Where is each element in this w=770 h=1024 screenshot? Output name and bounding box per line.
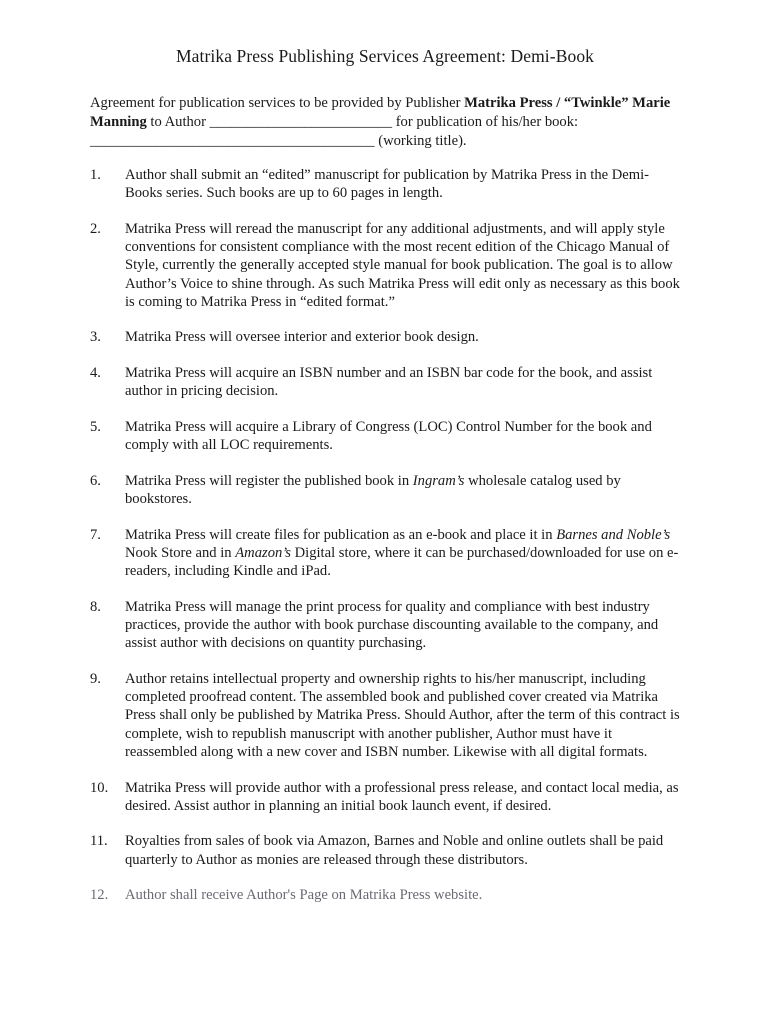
term-number: 9.	[90, 671, 101, 688]
term-item-4	[0, 364, 770, 400]
term-number: 12.	[90, 887, 109, 904]
term-text: Author shall submit an “edited” manuscript for publication by Matrika Press in the Demi-Books series. Such books are up to 60 pages in length.	[125, 167, 650, 202]
term-number: 6.	[90, 472, 101, 489]
term-item-11	[0, 832, 770, 868]
term-text: Matrika Press will manage the print process for quality and compliance with best industry practices, provide the author with book purchase discounting available to the company, and assist author with decisions on quantity purchasing.	[125, 598, 659, 652]
term-text	[125, 472, 685, 508]
term-text: Royalties from sales of book via Amazon, Barnes and Noble and online outlets shall be paid quarterly to Author as monies are released through these distributors.	[125, 833, 664, 868]
term-number: 8.	[90, 598, 101, 615]
term-text-part: Matrika Press will register the published book in	[125, 472, 413, 489]
working-title-text: (working title).	[374, 133, 467, 149]
intro-to-author-text: to Author	[146, 114, 210, 130]
intro-publication-text: for publication of his/her book:	[392, 114, 579, 130]
term-number: 11.	[90, 833, 108, 850]
ingrams-catalog-name: Ingram’s	[412, 472, 465, 489]
terms-list	[0, 166, 770, 922]
book-title-blank: _______________________________________	[90, 133, 375, 149]
term-item-9	[0, 670, 770, 761]
agreement-intro	[90, 94, 680, 151]
publisher-name: Matrika Press / “Twinkle” Marie Manning	[90, 95, 671, 130]
term-text: Matrika Press will acquire a Library of Congress (LOC) Control Number for the book and comply with all LOC requirements.	[125, 419, 652, 454]
term-text: Matrika Press will provide author with a professional press release, and contact local media, as desired. Assist author in planning an initial book launch event, if desired.	[125, 779, 679, 814]
document-title: Matrika Press Publishing Services Agreement: Demi-Book	[175, 46, 595, 66]
term-text	[125, 526, 685, 581]
term-number: 4.	[90, 365, 101, 382]
term-number: 2.	[90, 220, 101, 237]
term-text-part: Nook Store and in	[125, 545, 236, 562]
barnes-and-noble-name: Barnes and Noble’s	[556, 526, 671, 543]
term-item-2	[0, 220, 770, 311]
term-number: 5.	[90, 419, 101, 436]
term-text: Author shall receive Author's Page on Matrika Press website.	[125, 887, 483, 904]
term-item-6	[0, 472, 770, 508]
term-text: Matrika Press will oversee interior and exterior book design.	[125, 329, 479, 346]
term-text-part: Digital store, where it can be purchased/downloaded for use on e-readers, including Kindle and iPad.	[125, 545, 679, 580]
term-text: Matrika Press will acquire an ISBN number and an ISBN bar code for the book, and assist author in pricing decision.	[125, 365, 653, 400]
term-number: 1.	[90, 167, 101, 183]
term-item-8	[0, 598, 770, 653]
term-item-1	[0, 166, 770, 202]
term-text: Matrika Press will reread the manuscript for any additional adjustments, and will apply style conventions for consistent compliance with the most recent edition of the Chicago Manual of Style, currently the generally accepted style manual for book publication. The goal is to allow Author’s Voice to shine through. As such Matrika Press will edit only as necessary as this book is coming to Matrika Press in “edited format.”	[125, 220, 680, 310]
intro-lead-text: Agreement for publication services to be provided by Publisher	[90, 95, 465, 111]
term-text-part: Matrika Press will create files for publication as an e-book and place it in	[125, 526, 557, 543]
term-text-part: wholesale catalog used by bookstores.	[125, 472, 621, 508]
term-item-10	[0, 779, 770, 815]
term-item-3	[0, 328, 770, 346]
term-item-12	[0, 886, 770, 904]
term-item-5	[0, 418, 770, 454]
term-number: 10.	[90, 779, 109, 796]
term-item-7	[0, 526, 770, 581]
amazon-name: Amazon’s	[235, 545, 291, 562]
term-text: Author retains intellectual property and ownership rights to his/her manuscript, including completed proofread content. The assembled book and published cover created via Matrika Press shall only be published by Matrika Press. Should Author, after the term of this contract is complete, wish to republish manuscript with another publisher, Author must have it reassembled along with a new cover and ISBN number. Likewise with all digital formats.	[125, 671, 680, 760]
term-number: 3.	[90, 329, 101, 346]
term-number: 7.	[90, 526, 101, 543]
author-name-blank: _________________________	[209, 114, 393, 130]
